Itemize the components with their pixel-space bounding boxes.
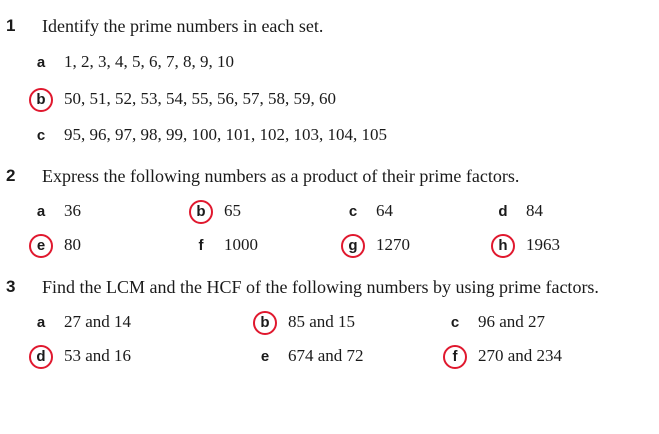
part-text: 674 and 72	[288, 346, 364, 365]
part-text: 95, 96, 97, 98, 99, 100, 101, 102, 103, 104, 105	[64, 125, 387, 144]
part-label: c	[36, 126, 46, 144]
question-1-part-c	[30, 123, 387, 147]
part-text: 1, 2, 3, 4, 5, 6, 7, 8, 9, 10	[64, 52, 234, 71]
part-label: d	[498, 202, 508, 220]
question-2-instruction: Express the following numbers as a product of their prime factors.	[42, 166, 520, 186]
part-label-circled: e	[30, 237, 52, 254]
part-text: 64	[376, 201, 393, 220]
question-3-part-a	[30, 310, 131, 334]
question-1-part-a	[30, 50, 234, 74]
part-label-circled: f	[444, 348, 466, 365]
question-3-part-e	[254, 344, 364, 368]
question-2-part-a	[30, 199, 81, 223]
question-2-part-d	[492, 199, 543, 223]
part-label-circled: b	[190, 203, 212, 220]
question-2-part-b	[190, 199, 241, 223]
part-text: 53 and 16	[64, 346, 132, 365]
question-2-part-c	[342, 199, 393, 223]
part-label: f	[198, 236, 204, 254]
part-label: e	[260, 347, 270, 365]
part-label-circled: b	[254, 314, 276, 331]
part-text: 50, 51, 52, 53, 54, 55, 56, 57, 58, 59, 60	[64, 89, 336, 108]
part-text: 1963	[526, 235, 560, 254]
part-text: 1000	[224, 235, 258, 254]
part-text: 65	[224, 201, 241, 220]
question-2-part-f	[190, 233, 258, 257]
part-label: c	[348, 202, 358, 220]
part-label-circled: g	[342, 237, 364, 254]
question-2-part-h	[492, 233, 560, 257]
question-3-part-c	[444, 310, 545, 334]
question-3-number: 3	[6, 277, 16, 296]
part-text: 27 and 14	[64, 312, 132, 331]
part-label: c	[450, 313, 460, 331]
question-3-part-b	[254, 310, 355, 334]
question-3-part-f	[444, 344, 562, 368]
question-1-instruction: Identify the prime numbers in each set.	[42, 16, 324, 36]
part-text: 84	[526, 201, 543, 220]
part-text: 85 and 15	[288, 312, 356, 331]
question-3-part-d	[30, 344, 131, 368]
question-2-number: 2	[6, 166, 16, 185]
part-text: 96 and 27	[478, 312, 546, 331]
part-label-circled: b	[30, 91, 52, 108]
question-2-part-e	[30, 233, 81, 257]
part-label: a	[36, 53, 46, 71]
part-label: a	[36, 202, 46, 220]
part-text: 1270	[376, 235, 410, 254]
question-2-part-g	[342, 233, 410, 257]
question-3-instruction: Find the LCM and the HCF of the following numbers by using prime factors.	[42, 277, 599, 297]
part-label: a	[36, 313, 46, 331]
part-text: 36	[64, 201, 81, 220]
part-text: 270 and 234	[478, 346, 563, 365]
part-text: 80	[64, 235, 81, 254]
question-1-part-b	[30, 87, 336, 111]
part-label-circled: h	[492, 237, 514, 254]
part-label-circled: d	[30, 348, 52, 365]
question-1-number: 1	[6, 16, 16, 35]
